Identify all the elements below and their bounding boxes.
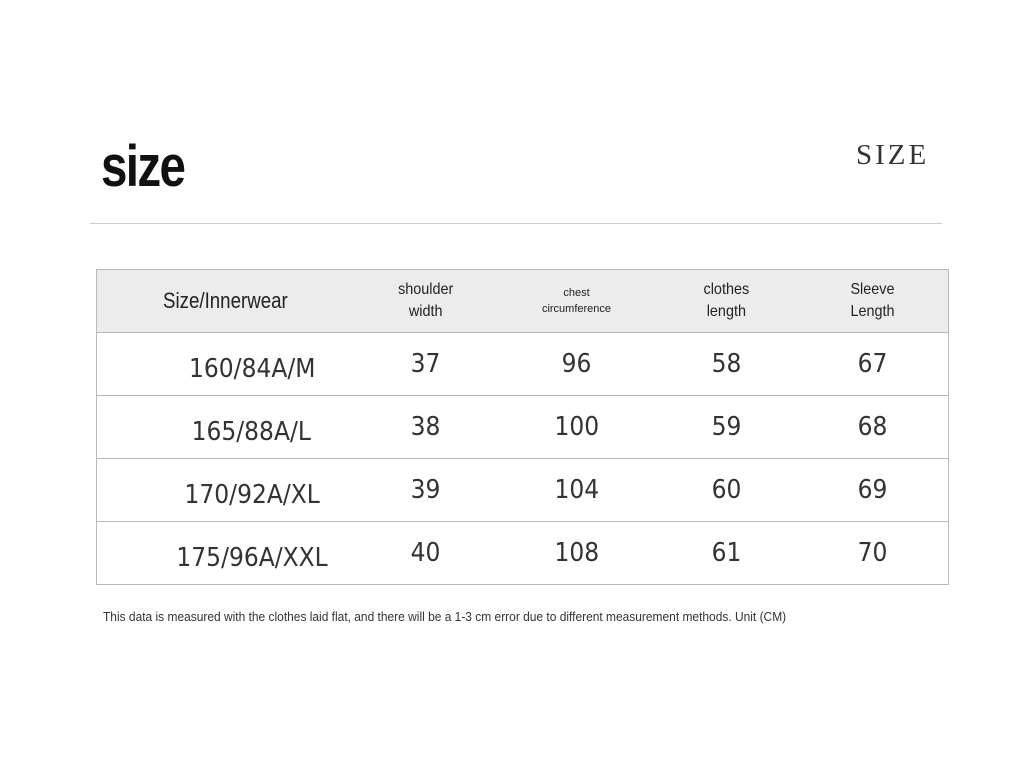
cell-value: 59 xyxy=(711,412,742,442)
table-row xyxy=(97,333,949,396)
column-header-line2: Length xyxy=(850,303,895,320)
cell-value: 70 xyxy=(857,538,888,568)
column-header-label-wrap xyxy=(398,279,453,323)
chest-cell xyxy=(497,459,657,522)
shoulder-width-cell xyxy=(355,333,497,396)
title-divider xyxy=(90,223,942,224)
sleeve-length-cell xyxy=(797,522,949,585)
table-row xyxy=(97,396,949,459)
column-header-line1: shoulder xyxy=(397,281,454,298)
cell-value: 160/84A/M xyxy=(188,354,315,384)
size-cell xyxy=(97,396,355,459)
column-header-chest-circumference xyxy=(497,270,657,333)
size-table xyxy=(96,269,949,585)
table-row xyxy=(97,522,949,585)
column-header-line2: length xyxy=(706,303,747,320)
chest-cell xyxy=(497,522,657,585)
cell-value: 69 xyxy=(857,475,888,505)
column-header-line1: chest xyxy=(563,287,590,299)
column-header-label-wrap xyxy=(542,285,611,317)
measurement-note: This data is measured with the clothes laid flat, and there will be a 1-3 cm error due to different measurement methods. Unit (CM) xyxy=(103,609,787,624)
cell-value: 170/92A/XL xyxy=(184,480,320,510)
column-header-sleeve-length xyxy=(797,270,949,333)
clothes-length-cell xyxy=(657,459,797,522)
cell-value: 68 xyxy=(857,412,888,442)
cell-value: 165/88A/L xyxy=(192,417,312,447)
column-header-line2: circumference xyxy=(541,303,612,315)
size-cell xyxy=(97,333,355,396)
column-header-shoulder-width xyxy=(355,270,497,333)
shoulder-width-cell xyxy=(355,522,497,585)
column-header-line1: clothes xyxy=(703,281,750,298)
chest-cell xyxy=(497,396,657,459)
column-header-line2: width xyxy=(408,303,443,320)
sleeve-length-cell xyxy=(797,459,949,522)
column-header-line1: Sleeve xyxy=(850,281,895,298)
column-header-size xyxy=(97,270,355,333)
cell-value: 175/96A/XXL xyxy=(176,543,328,573)
column-header-label-wrap xyxy=(704,279,750,323)
cell-value: 38 xyxy=(410,412,441,442)
cell-value: 100 xyxy=(554,412,599,442)
shoulder-width-cell xyxy=(355,459,497,522)
size-cell xyxy=(97,522,355,585)
sleeve-length-cell xyxy=(797,396,949,459)
table-header-row xyxy=(97,270,949,333)
cell-value: 60 xyxy=(711,475,742,505)
column-header-label: Size/Innerwear xyxy=(163,288,289,313)
chest-cell xyxy=(497,333,657,396)
clothes-length-cell xyxy=(657,522,797,585)
column-header-clothes-length xyxy=(657,270,797,333)
size-cell xyxy=(97,459,355,522)
table-row xyxy=(97,459,949,522)
shoulder-width-cell xyxy=(355,396,497,459)
clothes-length-cell xyxy=(657,333,797,396)
cell-value: 37 xyxy=(410,349,441,379)
clothes-length-cell xyxy=(657,396,797,459)
cell-value: 104 xyxy=(554,475,599,505)
column-header-label-wrap xyxy=(850,279,894,323)
cell-value: 39 xyxy=(410,475,441,505)
page-side-title: SIZE xyxy=(856,139,930,171)
sleeve-length-cell xyxy=(797,333,949,396)
cell-value: 67 xyxy=(857,349,888,379)
page-title: size xyxy=(101,134,185,199)
cell-value: 40 xyxy=(410,538,441,568)
cell-value: 96 xyxy=(561,349,592,379)
cell-value: 58 xyxy=(711,349,742,379)
cell-value: 108 xyxy=(554,538,599,568)
cell-value: 61 xyxy=(711,538,742,568)
